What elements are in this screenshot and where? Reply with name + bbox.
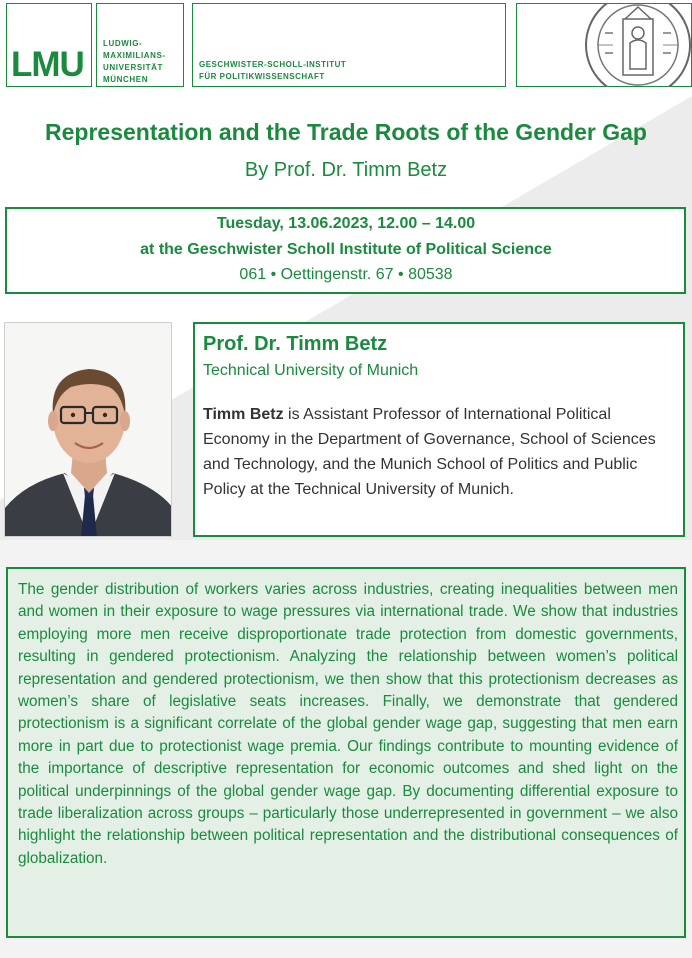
speaker-name: Prof. Dr. Timm Betz xyxy=(203,333,388,355)
event-date-time: Tuesday, 13.06.2023, 12.00 – 14.00 xyxy=(216,215,476,232)
speaker-photo xyxy=(4,322,172,537)
lmu-logo-box xyxy=(6,3,92,87)
abstract-text: The gender distribution of workers varies across industries, creating inequalities between men and women in their exposure to wage pressures via international trade. We show that industries employing more men receive disproportionate trade protection from domestic governments, resulting in gendered protectionism. Analyzing the relationship between women’s political representation and gendered protectionism, we then show that this protectionism decreases as women’s share of legislative seats increases. Finally, we demonstrate that gendered protectionism is a significant correlate of the global gender wage gap, suggesting that men earn more in part due to protectionist wage premia. Our findings contribute to mounting evidence of the importance of descriptive representation for economic outcomes and shed light on the political underpinnings of the global gender wage gap. By documenting differential exposure to trade liberalization across groups – particularly those underrepresented in government – we also highlight the relationship between political representation and the distributional consequences of globalization. xyxy=(18,581,678,867)
speaker-bio-text: is Assistant Professor of International Political Economy in the Department of Governance, School of Sciences and Technology, and the Munich School of Politics and Public Policy at the Technical University of Munich. xyxy=(203,406,656,498)
speaker-portrait xyxy=(5,323,172,537)
institute-name: GESCHWISTER-SCHOLL-INSTITUT FÜR POLITIKWISSENSCHAFT xyxy=(199,60,347,81)
university-seal-icon xyxy=(583,3,692,87)
institute-name-box xyxy=(192,3,506,87)
speaker-bio-name: Timm Betz xyxy=(203,406,284,423)
university-name: LUDWIG- MAXIMILIANS- UNIVERSITÄT MÜNCHEN xyxy=(103,39,166,84)
abstract-box xyxy=(6,567,686,938)
speaker-bio xyxy=(203,402,658,502)
event-venue: at the Geschwister Scholl Institute of Political Science xyxy=(140,241,552,258)
speaker-affiliation: Technical University of Munich xyxy=(203,362,419,379)
event-room: 061 • Oettingenstr. 67 • 80538 xyxy=(239,266,453,283)
talk-byline: By Prof. Dr. Timm Betz xyxy=(244,159,448,181)
lmu-logo: LMU xyxy=(11,45,84,84)
talk-title: Representation and the Trade Roots of the Gender Gap xyxy=(45,119,647,145)
seal-box xyxy=(516,3,692,87)
university-name-box xyxy=(96,3,184,87)
